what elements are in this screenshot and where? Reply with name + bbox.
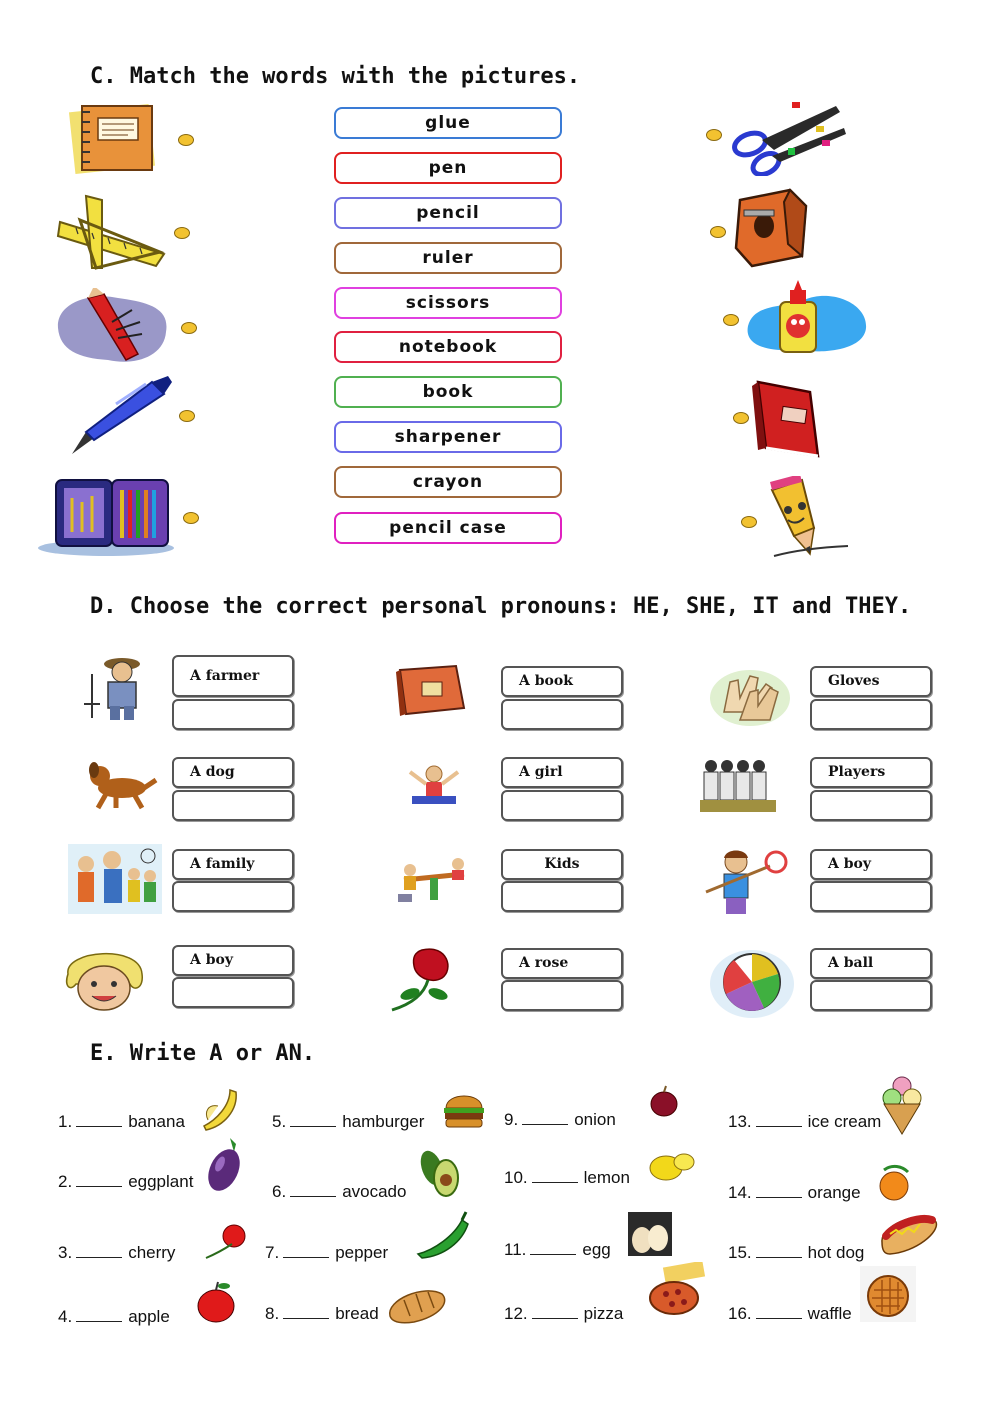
exercise-row-9: 9. onion (504, 1110, 616, 1129)
onion-picture (646, 1084, 682, 1120)
word-box-crayon[interactable]: crayon (334, 466, 562, 498)
banana-picture (196, 1086, 242, 1132)
ice-cream-picture (880, 1074, 924, 1136)
word-box-pen[interactable]: pen (334, 152, 562, 184)
lemon-picture (644, 1148, 698, 1184)
cherry-picture (202, 1220, 248, 1262)
boy-picture (700, 848, 792, 918)
book-picture-2 (396, 662, 468, 718)
exercise-row-15: 15. hot dog (728, 1243, 865, 1262)
waffle-picture (860, 1266, 916, 1322)
pronoun-label-dog: A dog (172, 757, 294, 788)
exercise-row-8: 8. bread (265, 1304, 379, 1323)
answer-blank-9[interactable] (522, 1110, 568, 1125)
pronoun-answer-book[interactable] (501, 699, 623, 730)
word-box-sharpener[interactable]: sharpener (334, 421, 562, 453)
section-c-heading: C. Match the words with the pictures. (90, 64, 581, 89)
exercise-row-6: 6. avocado (272, 1182, 407, 1201)
word-box-pencil[interactable]: pencil (334, 197, 562, 229)
boy-face-picture (60, 944, 146, 1012)
answer-blank-12[interactable] (532, 1304, 578, 1319)
pronoun-answer-family[interactable] (172, 881, 294, 912)
answer-blank-10[interactable] (532, 1168, 578, 1183)
pen-picture (66, 374, 176, 458)
match-dot-left-1[interactable] (178, 134, 194, 146)
match-dot-right-1[interactable] (706, 129, 722, 141)
answer-blank-1[interactable] (76, 1112, 122, 1127)
ball-picture (708, 944, 796, 1020)
pronoun-label-family: A family (172, 849, 294, 880)
match-dot-left-2[interactable] (174, 227, 190, 239)
orange-picture (868, 1160, 924, 1204)
book-picture (752, 378, 824, 462)
word-box-scissors[interactable]: scissors (334, 287, 562, 319)
exercise-row-16: 16. waffle (728, 1304, 852, 1323)
word-box-ruler[interactable]: ruler (334, 242, 562, 274)
sharpener-picture (730, 186, 814, 270)
exercise-row-2: 2. eggplant (58, 1172, 194, 1191)
pronoun-answer-gloves[interactable] (810, 699, 932, 730)
exercise-row-7: 7. pepper (265, 1243, 389, 1262)
bread-picture (384, 1280, 450, 1326)
section-e-heading: E. Write A or AN. (90, 1041, 316, 1066)
match-dot-right-2[interactable] (710, 226, 726, 238)
answer-blank-7[interactable] (283, 1243, 329, 1258)
word-box-book[interactable]: book (334, 376, 562, 408)
scissors-picture (724, 96, 852, 176)
gloves-picture (710, 668, 794, 728)
word-box-glue[interactable]: glue (334, 107, 562, 139)
pronoun-answer-rose[interactable] (501, 980, 623, 1011)
rose-picture (388, 944, 480, 1016)
pronoun-label-girl: A girl (501, 757, 623, 788)
pronoun-answer-girl[interactable] (501, 790, 623, 821)
exercise-row-3: 3. cherry (58, 1243, 176, 1262)
players-picture (700, 754, 780, 814)
match-dot-right-4[interactable] (733, 412, 749, 424)
exercise-row-4: 4. apple (58, 1307, 170, 1326)
pronoun-label-gloves: Gloves (810, 666, 932, 697)
exercise-row-13: 13. ice cream (728, 1112, 882, 1131)
pronoun-answer-players[interactable] (810, 790, 932, 821)
pronoun-answer-dog[interactable] (172, 790, 294, 821)
pronoun-answer-boy-2[interactable] (172, 977, 294, 1008)
glue-picture (744, 280, 872, 358)
answer-blank-16[interactable] (756, 1304, 802, 1319)
answer-blank-14[interactable] (756, 1183, 802, 1198)
apple-picture (192, 1280, 242, 1326)
exercise-row-12: 12. pizza (504, 1304, 624, 1323)
pencil-case-picture (36, 476, 178, 558)
dog-picture (82, 758, 160, 810)
word-box-notebook[interactable]: notebook (334, 331, 562, 363)
exercise-row-5: 5. hamburger (272, 1112, 425, 1131)
exercise-row-11: 11. egg (504, 1240, 611, 1259)
pencil-picture (764, 476, 854, 560)
exercise-row-1: 1. banana (58, 1112, 185, 1131)
answer-blank-8[interactable] (283, 1304, 329, 1319)
pronoun-label-ball: A ball (810, 948, 932, 979)
section-d-heading: D. Choose the correct personal pronouns: HE, SHE, IT and THEY. (90, 594, 912, 619)
pronoun-answer-farmer[interactable] (172, 699, 294, 730)
pronoun-answer-ball[interactable] (810, 980, 932, 1011)
pronoun-label-kids: Kids (501, 849, 623, 880)
pronoun-label-boy: A boy (810, 849, 932, 880)
word-box-pencil-case[interactable]: pencil case (334, 512, 562, 544)
crayon-picture (52, 288, 174, 368)
match-dot-left-4[interactable] (179, 410, 195, 422)
pronoun-label-players: Players (810, 757, 932, 788)
match-dot-right-5[interactable] (741, 516, 757, 528)
ruler-picture (56, 192, 172, 272)
answer-blank-11[interactable] (530, 1240, 576, 1255)
girl-picture (404, 762, 464, 810)
hamburger-picture (442, 1090, 486, 1132)
pronoun-label-book: A book (501, 666, 623, 697)
pronoun-answer-boy[interactable] (810, 881, 932, 912)
avocado-picture (418, 1146, 462, 1200)
match-dot-right-3[interactable] (723, 314, 739, 326)
answer-blank-4[interactable] (76, 1307, 122, 1322)
eggplant-picture (204, 1134, 248, 1194)
notebook-picture (68, 102, 168, 178)
pronoun-answer-kids[interactable] (501, 881, 623, 912)
family-picture (68, 844, 162, 914)
pepper-picture (414, 1210, 474, 1260)
match-dot-left-3[interactable] (181, 322, 197, 334)
answer-blank-5[interactable] (290, 1112, 336, 1127)
exercise-row-10: 10. lemon (504, 1168, 630, 1187)
answer-blank-6[interactable] (290, 1182, 336, 1197)
hot-dog-picture (876, 1204, 942, 1260)
answer-blank-2[interactable] (76, 1172, 122, 1187)
exercise-row-14: 14. orange (728, 1183, 861, 1202)
pronoun-label-boy-2: A boy (172, 945, 294, 976)
pronoun-label-rose: A rose (501, 948, 623, 979)
pronoun-label-farmer: A farmer (172, 655, 294, 697)
answer-blank-15[interactable] (756, 1243, 802, 1258)
pizza-picture (646, 1262, 708, 1322)
answer-blank-3[interactable] (76, 1243, 122, 1258)
farmer-picture (78, 652, 160, 722)
answer-blank-13[interactable] (756, 1112, 802, 1127)
match-dot-left-5[interactable] (183, 512, 199, 524)
egg-picture (628, 1212, 672, 1256)
kids-picture (396, 856, 472, 904)
